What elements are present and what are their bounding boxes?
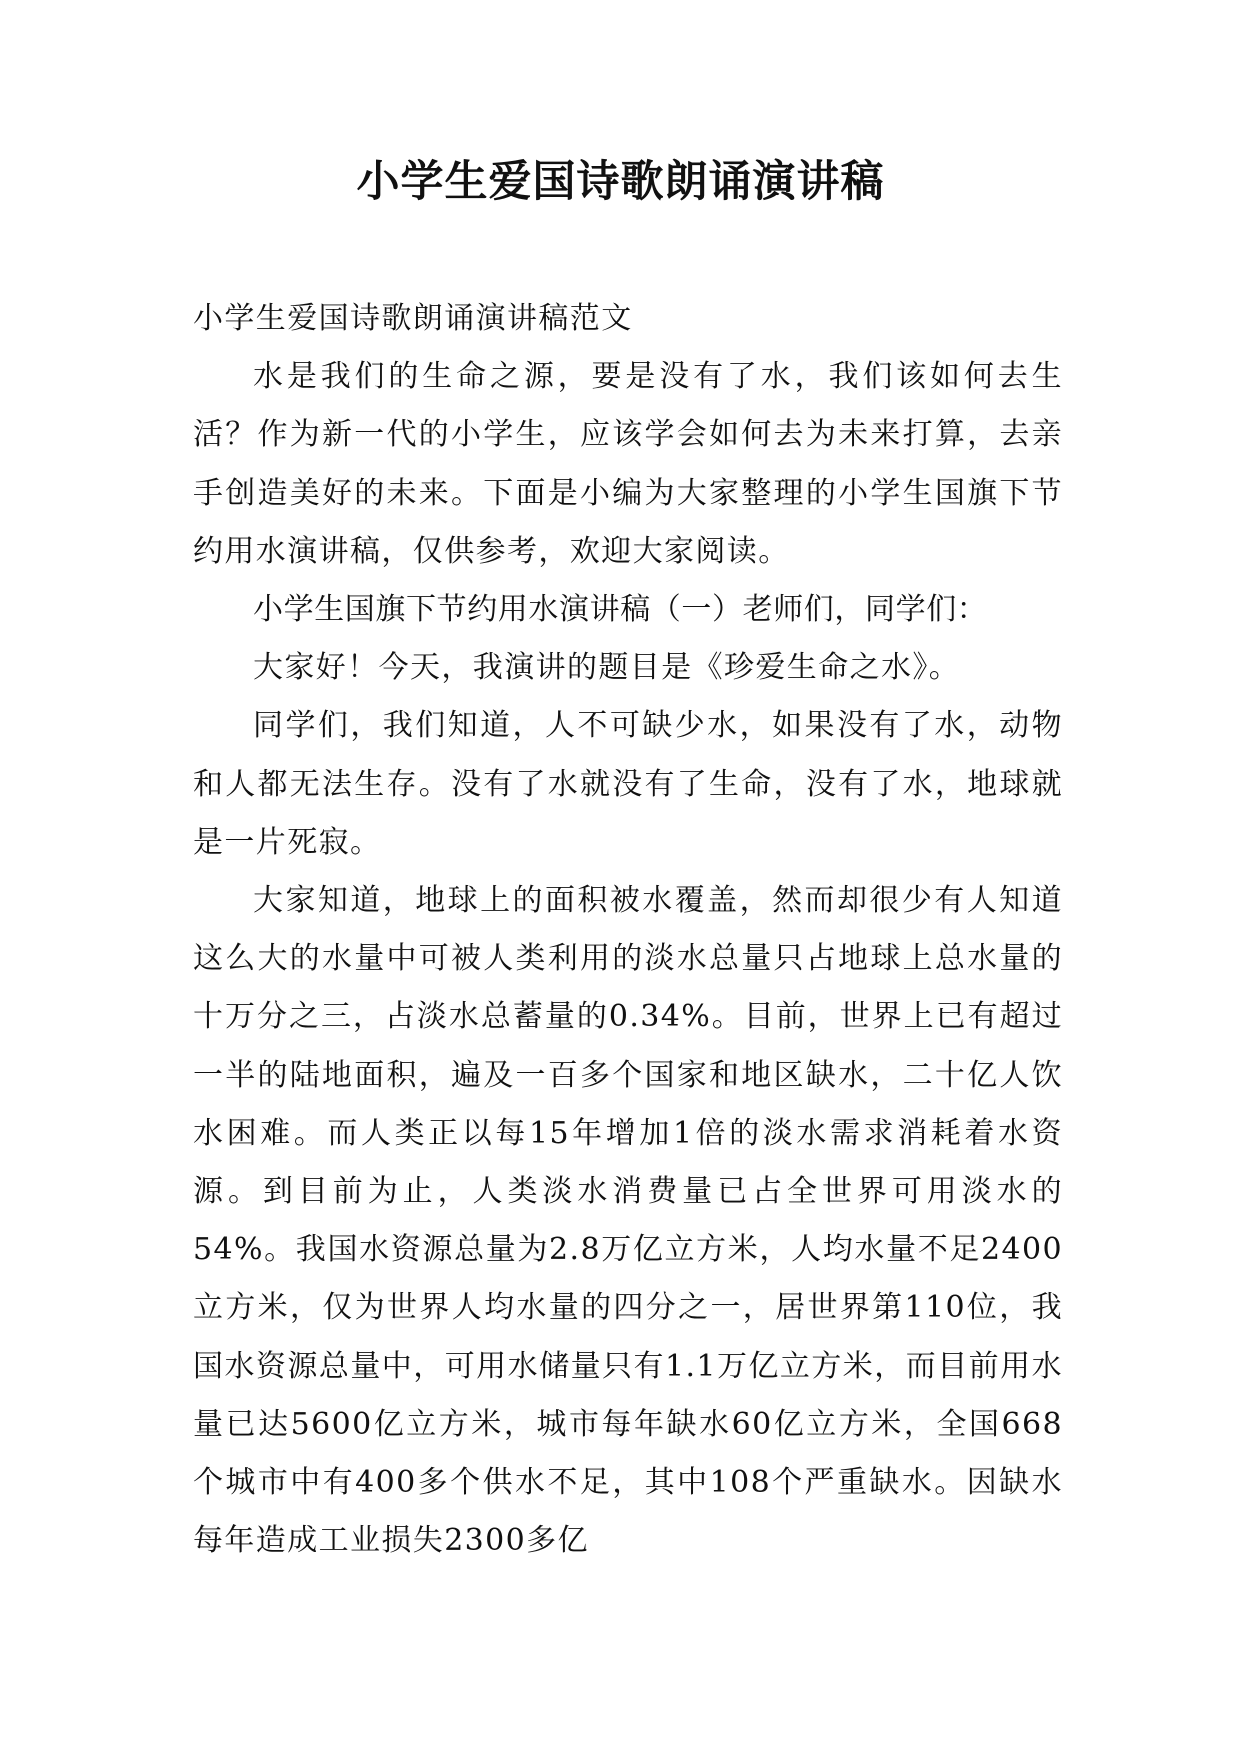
intro-paragraph: 水是我们的生命之源，要是没有了水，我们该如何去生活？作为新一代的小学生，应该学会如何去为未来打算，去亲手创造美好的未来。下面是小编为大家整理的小学生国旗下节约用水演讲稿，仅供参考，欢迎大家阅读。 bbox=[193, 359, 1063, 569]
body-paragraph: 同学们，我们知道，人不可缺少水，如果没有了水，动物和人都无法生存。没有了水就没有了生命，没有了水，地球就是一片死寂。 bbox=[193, 708, 1063, 860]
greeting-paragraph: 大家好！今天，我演讲的题目是《珍爱生命之水》。 bbox=[253, 650, 961, 686]
subtitle-paragraph: 小学生爱国诗歌朗诵演讲稿范文 bbox=[193, 301, 633, 336]
body-paragraph: 大家知道，地球上的面积被水覆盖，然而却很少有人知道这么大的水量中可被人类利用的淡水总量只占地球上总水量的十万分之三，占淡水总蓄量的0.34%。目前，世界上已有超过一半的陆地面积，遍及一百多个国家和地区缺水，二十亿人饮水困难。而人类正以每15年增加1倍的淡水需求消耗着水资源。到目前为止，人类淡水消费量已占全世界可用淡水的54%。我国水资源总量为2.8万亿立方米，人均水量不足2400立方米，仅为世界人均水量的四分之一，居世界第110位，我国水资源总量中，可用水储量只有1.1万亿立方米，而目前用水量已达5600亿立方米，城市每年缺水60亿立方米，全国668个城市中有400多个供水不足，其中108个严重缺水。因缺水每年造成工业损失2300多亿 bbox=[193, 883, 1063, 1559]
speech-heading-paragraph: 小学生国旗下节约用水演讲稿（一）老师们，同学们： bbox=[253, 592, 988, 628]
document-title: 小学生爱国诗歌朗诵演讲稿 bbox=[356, 157, 885, 207]
document-body bbox=[193, 290, 1063, 1570]
